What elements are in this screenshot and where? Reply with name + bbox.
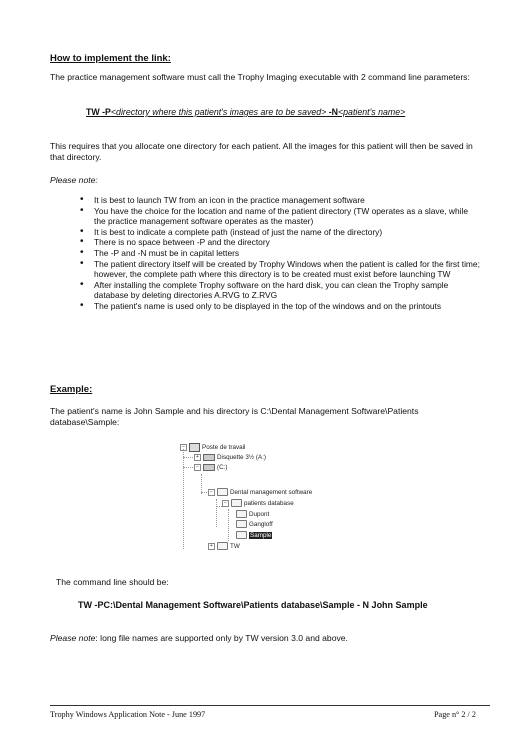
list-item: • The -P and -N must be in capital letters [80, 248, 480, 259]
command-prefix: TW -P [86, 107, 111, 117]
folder-icon [236, 510, 247, 518]
tree-label: Disquette 3½ (A:) [217, 454, 266, 461]
collapse-icon[interactable]: − [180, 444, 187, 451]
tree-label: patients database [244, 500, 294, 507]
notes-list [80, 195, 480, 312]
folder-icon [231, 499, 242, 507]
list-item: • The patient directory itself will be created by Trophy Windows when the patient is called for the first time; however, the complete path where this directory is to be created must exist before launching TW [80, 259, 480, 280]
list-item: • You have the choice for the location and name of the patient directory (TW operates as a slave, while the practice management software operates as the master) [80, 206, 480, 227]
floppy-drive-icon [203, 454, 215, 461]
footer-page-number: Page n° 2 / 2 [434, 710, 476, 719]
heading-example: Example: [50, 384, 93, 395]
please-note-label: Please note: [50, 175, 98, 185]
folder-icon [236, 520, 247, 528]
expand-icon[interactable]: + [194, 454, 201, 461]
command-flag-n: -N [326, 107, 339, 117]
final-note [50, 633, 348, 644]
command-label: The command line should be: [56, 577, 169, 587]
heading-how-to-implement: How to implement the link: [50, 53, 171, 64]
requires-paragraph: This requires that you allocate one directory for each patient. All the images for this patient will then be saved in that directory. [50, 141, 473, 162]
command-example: TW -PC:\Dental Management Software\Patients database\Sample - N John Sample [78, 600, 428, 610]
footer-left: Trophy Windows Application Note - June 1997 [50, 710, 206, 719]
folder-icon [236, 531, 247, 539]
tree-node-patients-database[interactable] [222, 499, 294, 509]
final-note-text: : long file names are supported only by TW version 3.0 and above. [95, 633, 348, 643]
list-item: • The patient's name is used only to be displayed in the top of the windows and on the printouts [80, 301, 480, 312]
footer-divider [50, 705, 490, 706]
folder-icon [217, 488, 228, 496]
tree-label: Dupont [249, 511, 270, 518]
tree-node-computer[interactable] [180, 443, 245, 453]
intro-paragraph: The practice management software must call the Trophy Imaging executable with 2 command line parameters: [50, 72, 470, 82]
tree-node-sample[interactable] [236, 531, 272, 541]
final-note-label: Please note [50, 633, 96, 643]
tree-label: Gangloff [249, 521, 273, 528]
collapse-icon[interactable]: − [208, 489, 215, 496]
tree-label: TW [230, 543, 240, 550]
tree-node-tw[interactable] [208, 542, 240, 552]
tree-label: Poste de travail [202, 444, 246, 452]
list-item: • It is best to indicate a complete path (instead of just the name of the directory) [80, 227, 480, 238]
tree-node-drive-c[interactable] [194, 463, 228, 473]
folder-icon [217, 542, 228, 550]
list-item: • After installing the complete Trophy software on the hard disk, you can clean the Trophy sample database by deleting directories A.RVG to Z.RVG [80, 280, 480, 301]
example-paragraph: The patient's name is John Sample and his directory is C:\Dental Management Software\Patients database\Sample: [50, 406, 419, 427]
command-param-name: <patient's name> [338, 107, 406, 117]
collapse-icon[interactable]: − [194, 464, 201, 471]
expand-icon[interactable]: + [208, 543, 215, 550]
command-param-directory: <directory where this patient's images are to be saved> [110, 107, 327, 117]
collapse-icon[interactable]: − [222, 500, 229, 507]
hard-drive-icon [203, 464, 215, 471]
folder-tree [180, 443, 313, 557]
tree-node-dupont[interactable] [236, 510, 269, 520]
tree-label: (C:) [217, 464, 228, 471]
tree-node-floppy[interactable] [194, 453, 266, 463]
list-item: • There is no space between -P and the directory [80, 237, 480, 248]
command-syntax [86, 107, 405, 117]
tree-node-dental-management[interactable] [208, 488, 312, 498]
computer-icon [189, 443, 200, 452]
tree-label-selected: Sample [250, 532, 272, 539]
list-item: • It is best to launch TW from an icon in the practice management software [80, 195, 480, 206]
tree-node-gangloff[interactable] [236, 520, 273, 530]
tree-label: Dental management software [230, 489, 313, 496]
